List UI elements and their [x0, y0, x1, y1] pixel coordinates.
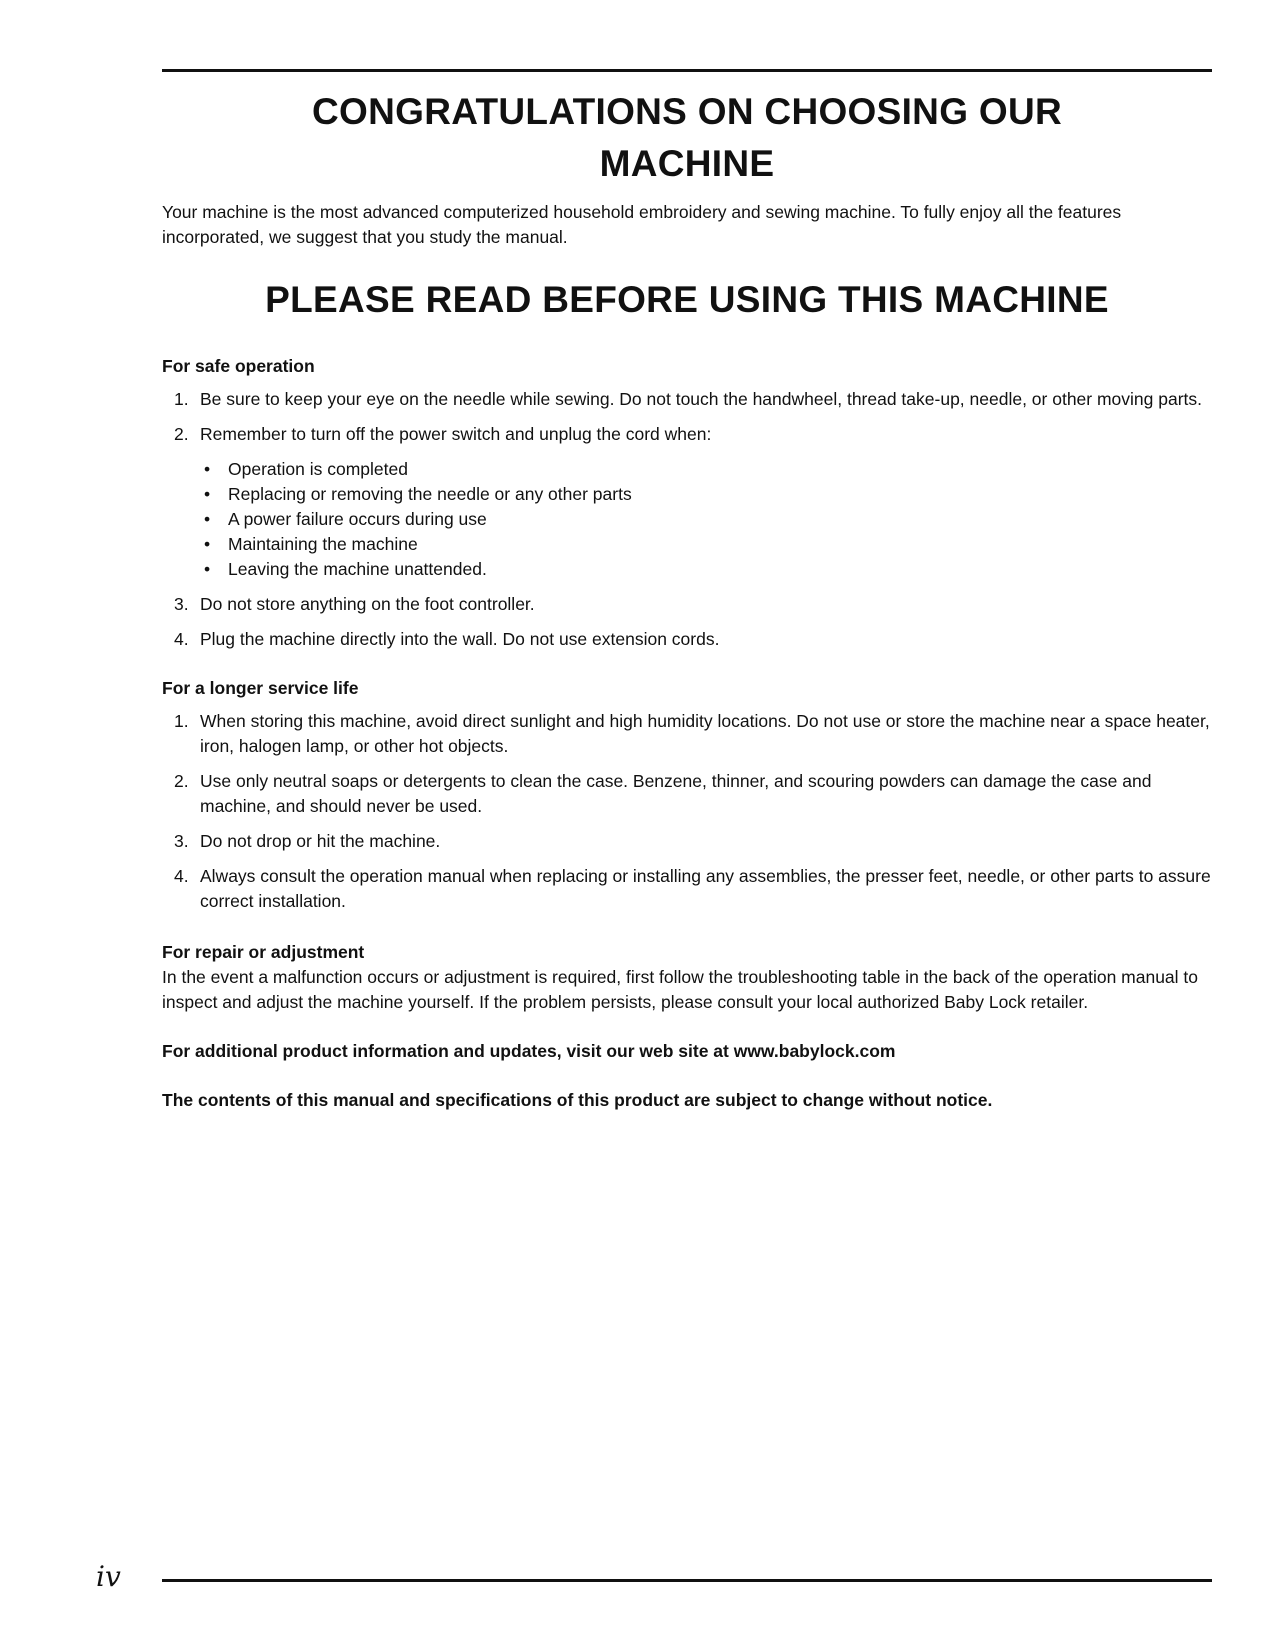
congratulations-title: CONGRATULATIONS ON CHOOSING OUR MACHINE	[312, 91, 1062, 184]
item-text: Be sure to keep your eye on the needle while sewing. Do not touch the handwheel, thread take-up, needle, or other moving parts.	[200, 389, 1203, 409]
safe-operation-heading: For safe operation	[162, 356, 315, 376]
item-text: Always consult the operation manual when replacing or installing any assemblies, the presser feet, needle, or other parts to assure correct installation.	[200, 866, 1211, 911]
list-item	[162, 592, 1212, 617]
item-number: 4.	[174, 866, 189, 886]
item-number: 1.	[174, 389, 189, 409]
list-item	[162, 829, 1212, 854]
item-number: 4.	[174, 629, 189, 649]
item-number: 2.	[174, 771, 189, 791]
bullet-item: • Leaving the machine unattended.	[200, 557, 1212, 582]
top-rule	[162, 69, 1212, 72]
safe-operation-list	[162, 387, 1212, 652]
change-notice: The contents of this manual and specifications of this product are subject to change without notice.	[162, 1090, 993, 1110]
item-text: Remember to turn off the power switch and unplug the cord when:	[200, 424, 712, 444]
item-number: 3.	[174, 594, 189, 614]
service-life-heading: For a longer service life	[162, 678, 359, 698]
bottom-rule	[162, 1579, 1212, 1582]
repair-paragraph: In the event a malfunction occurs or adjustment is required, first follow the troubleshooting table in the back of the operation manual to inspect and adjust the machine yourself. If the problem persists, please consult your local authorized Baby Lock retailer.	[162, 967, 1199, 1012]
page-number: iv	[96, 1560, 121, 1593]
list-item	[162, 422, 1212, 582]
list-item	[162, 627, 1212, 652]
bullet-item: • Operation is completed	[200, 457, 1212, 482]
repair-heading: For repair or adjustment	[162, 942, 365, 962]
list-item	[162, 387, 1212, 412]
list-item	[162, 769, 1212, 819]
unplug-conditions-list	[200, 457, 1212, 582]
service-life-list	[162, 709, 1212, 914]
bullet-item: • Replacing or removing the needle or any other parts	[200, 482, 1212, 507]
item-text: Do not drop or hit the machine.	[200, 831, 441, 851]
item-text: Use only neutral soaps or detergents to clean the case. Benzene, thinner, and scouring powders can damage the case and machine, and should never be used.	[200, 771, 1152, 816]
bullet-item: • Maintaining the machine	[200, 532, 1212, 557]
page-content	[162, 86, 1212, 1113]
item-text: Do not store anything on the foot controller.	[200, 594, 535, 614]
please-read-title: PLEASE READ BEFORE USING THIS MACHINE	[265, 279, 1109, 320]
item-text: When storing this machine, avoid direct sunlight and high humidity locations. Do not use or store the machine near a space heater, iron, halogen lamp, or other hot objects.	[200, 711, 1210, 756]
intro-paragraph: Your machine is the most advanced computerized household embroidery and sewing machine. To fully enjoy all the features incorporated, we suggest that you study the manual.	[162, 202, 1122, 247]
item-number: 1.	[174, 711, 189, 731]
item-number: 2.	[174, 424, 189, 444]
list-item	[162, 709, 1212, 759]
website-note: For additional product information and updates, visit our web site at www.babylock.com	[162, 1041, 896, 1061]
item-text: Plug the machine directly into the wall. Do not use extension cords.	[200, 629, 720, 649]
item-number: 3.	[174, 831, 189, 851]
list-item	[162, 864, 1212, 914]
bullet-item: • A power failure occurs during use	[200, 507, 1212, 532]
